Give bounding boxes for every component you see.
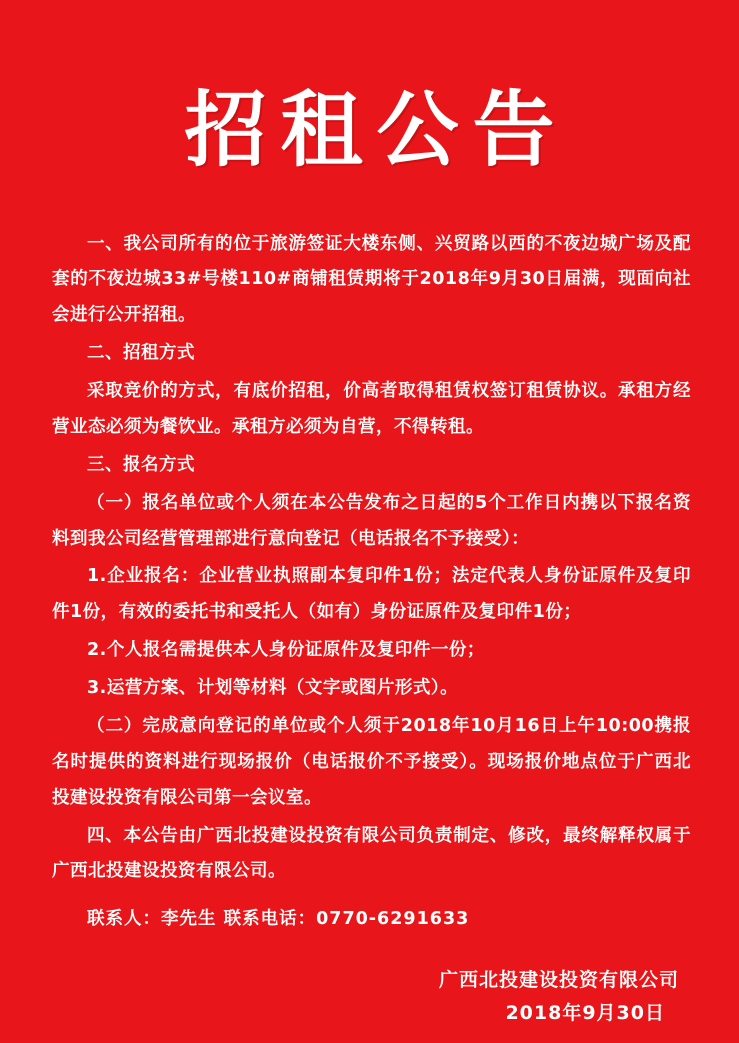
paragraph-7: 2.个人报名需提供本人身份证原件及复印件一份； — [87, 640, 485, 661]
paragraph-5: （一）报名单位或个人须在本公告发布之日起的5个工作日内携以下报名资料到我公司经营管理部进行意向登记（电话报名不予接受）： — [52, 492, 691, 549]
signature-company: 广西北投建设投资有限公司 — [438, 969, 679, 992]
paragraph-1: 一、我公司所有的位于旅游签证大楼东侧、兴贸路以西的不夜边城广场及配套的不夜边城33#号楼110#商铺租赁期将于2018年9月30日届满，现面向社会进行公开招租。 — [52, 233, 691, 326]
paragraph-8: 3.运营方案、计划等材料（文字或图片形式）。 — [87, 678, 459, 699]
announcement-body — [52, 227, 691, 939]
paragraph-3: 采取竞价的方式，有底价招租，价高者取得租赁权签订租赁协议。承租方经营业态必须为餐饮业。承租方必须为自营，不得转租。 — [52, 381, 691, 437]
paragraph-6: 1.企业报名：企业营业执照副本复印件1份；法定代表人身份证原件及复印件1份，有效的委托书和受托人（如有）身份证原件及复印件1份； — [52, 566, 691, 623]
contact-line: 联系人：李先生 联系电话：0770-6291633 — [87, 909, 470, 930]
paragraph-4-heading: 三、报名方式 — [87, 454, 195, 475]
signature-date: 2018年9月30日 — [505, 1002, 665, 1025]
paragraph-10: 四、本公告由广西北投建设投资有限公司负责制定、修改，最终解释权属于广西北投建设投资有限公司。 — [52, 825, 691, 882]
page-title: 招租公告 — [184, 82, 569, 178]
paragraph-9: （二）完成意向登记的单位或个人须于2018年10月16日上午10:00携报名时提供的资料进行现场报价（电话报价不予接受）。现场报价地点位于广西北投建设投资有限公司第一会议室。 — [52, 715, 691, 808]
signature-block — [0, 964, 679, 1031]
paragraph-2-heading: 二、招租方式 — [87, 343, 195, 364]
